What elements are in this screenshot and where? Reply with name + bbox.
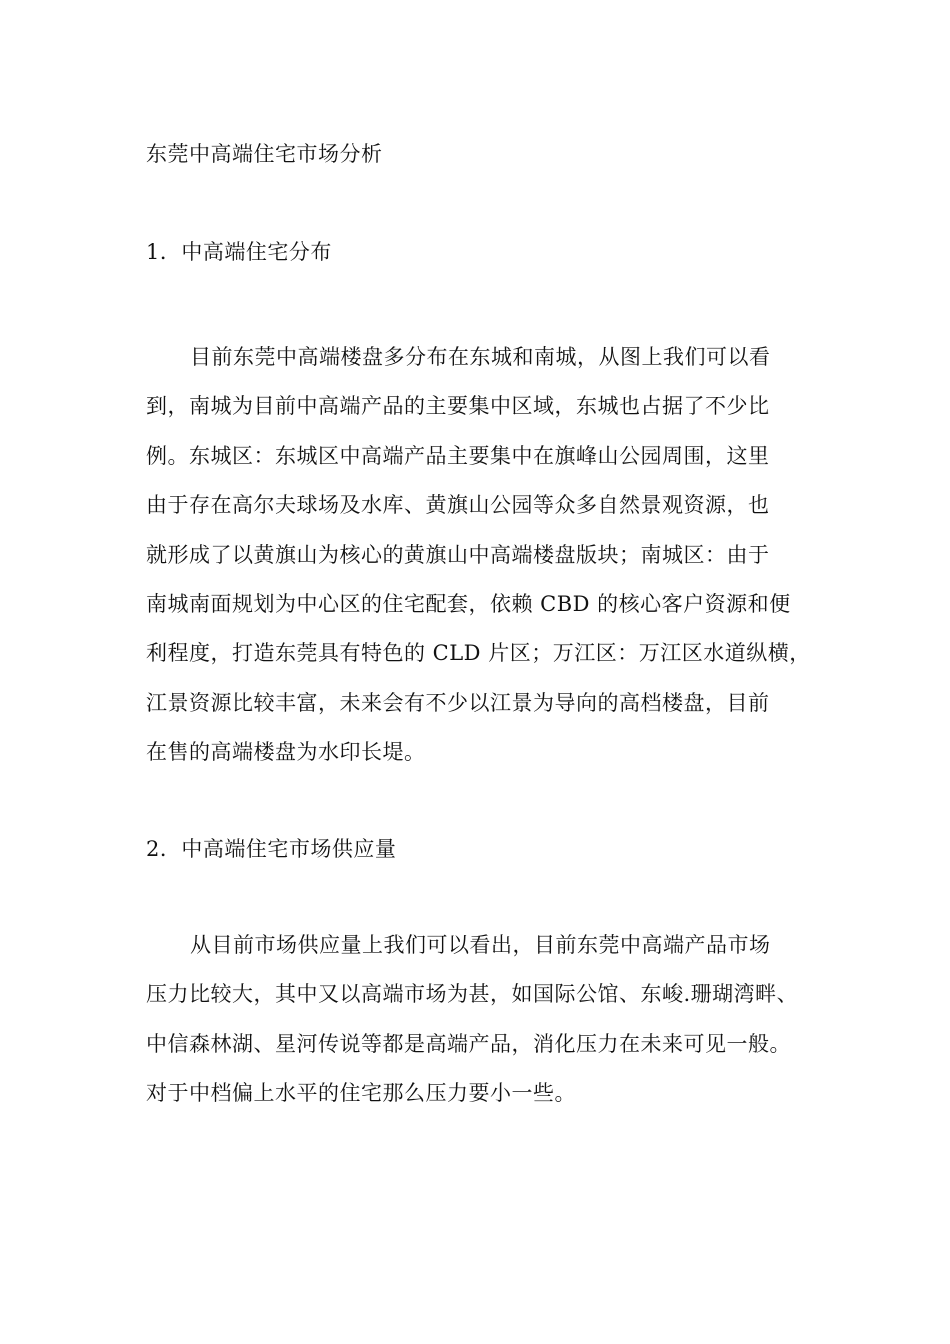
paragraph-line: 从目前市场供应量上我们可以看出，目前东莞中高端产品市场 — [190, 933, 771, 957]
paragraph-line: 对于中档偏上水平的住宅那么压力要小一些。 — [146, 1081, 576, 1106]
paragraph-line: 压力比较大，其中又以高端市场为甚，如国际公馆、东峻.珊瑚湾畔、 — [146, 982, 799, 1007]
paragraph-line: 就形成了以黄旗山为核心的黄旗山中高端楼盘版块；南城区：由于 — [146, 542, 770, 567]
paragraph-line: 南城南面规划为中心区的住宅配套，依赖 CBD 的核心客户资源和便 — [146, 591, 791, 616]
paragraph-line: 目前东莞中高端楼盘多分布在东城和南城，从图上我们可以看 — [190, 345, 771, 369]
paragraph-line: 在售的高端楼盘为水印长堤。 — [146, 740, 426, 765]
paragraph-line: 江景资源比较丰富，未来会有不少以江景为导向的高档楼盘，目前 — [146, 690, 770, 715]
paragraph-line: 由于存在高尔夫球场及水库、黄旗山公园等众多自然景观资源，也 — [146, 493, 770, 518]
paragraph-line: 例。东城区：东城区中高端产品主要集中在旗峰山公园周围，这里 — [146, 443, 770, 468]
paragraph-supply — [146, 921, 836, 1119]
section-heading-supply: 2．中高端住宅市场供应量 — [146, 837, 397, 861]
paragraph-line: 到，南城为目前中高端产品的主要集中区域，东城也占据了不少比 — [146, 394, 770, 419]
paragraph-line: 中信森林湖、星河传说等都是高端产品，消化压力在未来可见一般。 — [146, 1031, 791, 1056]
paragraph-distribution — [146, 333, 836, 778]
section-heading-distribution: 1．中高端住宅分布 — [146, 240, 332, 264]
paragraph-line: 利程度，打造东莞具有特色的 CLD 片区；万江区：万江区水道纵横， — [146, 641, 811, 666]
document-title: 东莞中高端住宅市场分析 — [146, 142, 383, 166]
